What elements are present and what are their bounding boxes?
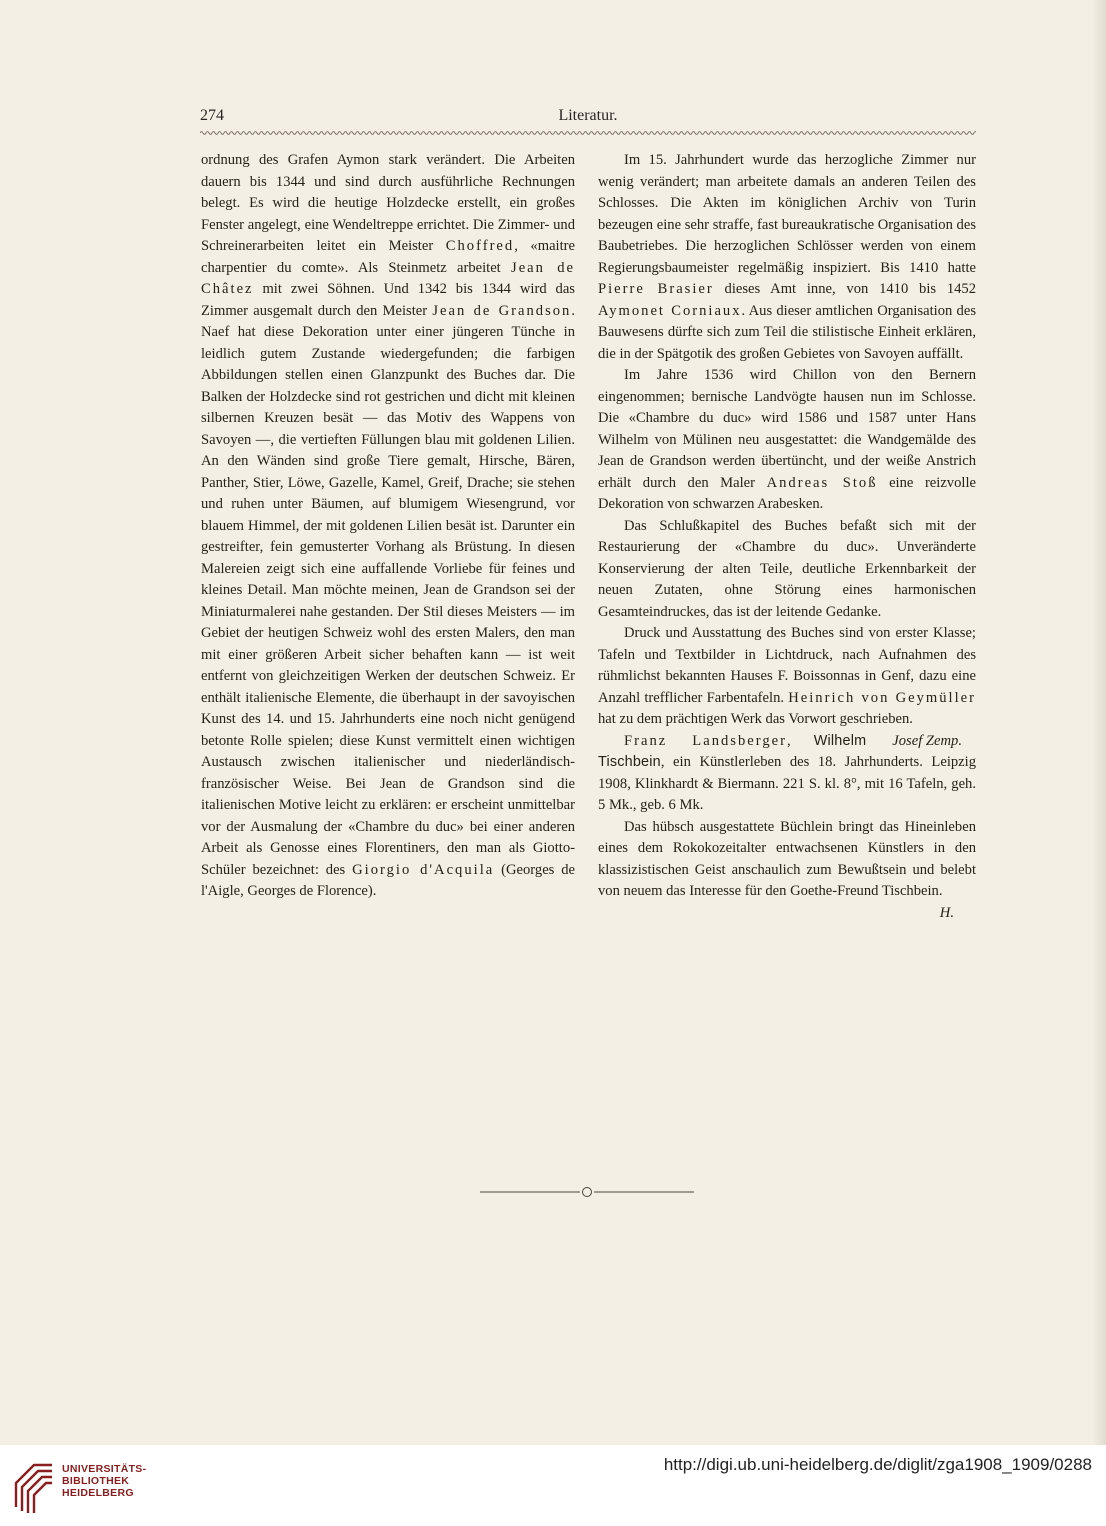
spaced-name: Choffred	[445, 238, 515, 254]
ub-heidelberg-logo-icon	[12, 1457, 56, 1515]
left-column	[201, 150, 575, 903]
institution-name: UNIVERSITÄTS- BIBLIOTHEK HEIDELBERG	[62, 1463, 147, 1499]
paragraph-printing: Druck und Ausstattung des Buches sind von erster Klasse; Tafeln und Textbilder in Lichtdruck, nach Aufnahmen des rühmlichst bekannten Hauses F. Boissonnas in Genf, dazu eine Anzahl trefflicher Farbentafeln. Heinrich von Geymüller hat zu dem prächtigen Werk das Vorwort geschrieben. Josef Zemp.	[598, 623, 976, 731]
paragraph-tischbein: Das hübsch ausgestattete Büchlein bringt das Hineinleben eines dem Rokokozeitalter entwachsenen Künstlers in den klassizistischen Geist anschaulich zum Bewußtsein und belebt von neuem das Interesse für den Goethe-Freund Tischbein.	[598, 818, 976, 899]
signature-h: H.	[939, 904, 954, 921]
paragraph-review-header: Franz Landsberger, Wilhelm Tischbein, ein Künstlerleben des 18. Jahrhunderts. Leipzig 1908, Klinkhardt & Biermann. 221 S. kl. 8°, mit 16 Tafeln, geh. 5 Mk., geb. 6 Mk.	[598, 732, 976, 813]
section-title: Literatur.	[558, 107, 618, 124]
book-title: Wilhelm Tischbein	[598, 732, 867, 770]
spaced-name: Jean de Châtez	[201, 259, 575, 297]
running-head	[200, 107, 976, 129]
wavy-rule-ornament	[200, 129, 976, 137]
spaced-name: Jean de Grandson	[432, 302, 572, 319]
spaced-name: Andreas Stoß	[766, 474, 878, 491]
paragraph-restoration: Das Schlußkapitel des Buches befaßt sich mit der Restaurierung der «Chambre du duc». Unveränderte Konservierung der alten Teile, deutliche Erkennbarkeit der neuen Zutaten, ohne Störung eines harmonischen Gesamteindruckes, das ist der leitende Gedanke.	[598, 517, 976, 620]
center-circle-ornament	[480, 1185, 694, 1199]
signature-zemp: Josef Zemp.	[892, 732, 962, 749]
author-name: Franz Landsberger	[624, 732, 787, 749]
paragraph-15th-century: Im 15. Jahrhundert wurde das herzogliche Zimmer nur wenig verändert; man arbeitete damals an anderen Teilen des Schlosses. Die Akten im königlichen Archiv von Turin bezeugen eine sehr straffe, fast bureaukratische Organisation des Baubetriebes. Die herzoglichen Schlösser werden von einem Regierungsbaumeister regelmäßig inspiziert. Bis 1410 hatte Pierre Brasier dieses Amt inne, von 1410 bis 1452 Aymonet Corniaux. Aus dieser amtlichen Organisation des Bauwesens dürfte sich zum Teil die stilistische Einheit erklären, die in der Spätgotik des großen Gebietes von Savoyen auffällt.	[598, 152, 977, 362]
spaced-name: Giorgio d'Acquila	[352, 861, 495, 878]
spaced-name: Aymonet Corniaux	[598, 302, 742, 319]
paragraph-bernese-period: Im Jahre 1536 wird Chillon von den Bernern eingenommen; bernische Landvögte hausen nun im Schlosse. Die «Chambre du duc» wird 1586 und 1587 unter Hans Wilhelm von Mülinen neu ausgestattet: die Wandgemälde des Jean de Grandson werden übertüncht, und der weiße Anstrich erhält durch den Maler Andreas Stoß eine reizvolle Dekoration von schwarzen Arabesken.	[598, 367, 976, 512]
right-column	[598, 150, 976, 924]
left-paragraph: ordnung des Grafen Aymon stark verändert. Die Arbeiten dauern bis 1344 und sind durch ausführliche Rechnungen belegt. Es wird die heutige Holzdecke erstellt, ein großes Fenster angelegt, eine Wendeltreppe errichtet. Die Zimmer- und Schreinerarbeiten leitet ein Meister Choffred, «maitre charpentier du comte». Als Steinmetz arbeitet Jean de Châtez mit zwei Söhnen. Und 1342 bis 1344 wird das Zimmer ausgemalt durch den Meister Jean de Grandson. Naef hat diese Dekoration unter einer jüngeren Tünche in leidlich gutem Zustande wiedergefunden; die farbigen Abbildungen stellen einen Glanzpunkt des Buches dar. Die Balken der Holzdecke sind rot gestrichen und dicht mit kleinen silbernen Kreuzen besät — das Motiv des Wappens von Savoyen —, die vertieften Füllungen blau mit goldenen Lilien. An den Wänden sind große Tiere gemalt, Hirsche, Bären, Panther, Stier, Löwe, Gazelle, Kamel, Greif, Drache; sie stehen und ruhen unter Bäumen, auf blumigem Wiesengrund, vor blauem Himmel, der mit goldenen Lilien besät ist. Darunter ein gestreifter, fein gemusterter Vorhang als Brüstung. In diesen Malereien zeigt sich eine auffallende Vorliebe für feines und kleines Detail. Man möchte meinen, Jean de Grandson sei der Miniaturmalerei nahe gestanden. Der Stil dieses Meisters — im Gebiet der heutigen Schweiz wohl des ersten Malers, den man mit einer größeren Arbeit sicher behaften kann — ist weit entfernt von gleichzeitigen Werken der deutschen Schweiz. Er enthält italienische Elemente, die überhaupt in der savoyischen Kunst des 14. und 15. Jahrhunderts eine noch nicht genügend betonte Rolle spielen; diese Kunst vermittelt einen wichtigen Austausch zwischen italienischer und niederländisch-französischer Weise. Bei Jean de Grandson sind die italienischen Motive leicht zu erklären: er erscheint unmittelbar vor der Ausmalung der «Chambre du duc» bei einer anderen Arbeit als Genosse eines Florentiners, den man als Giotto-Schüler bezeichnet: des Giorgio d'Acquila (Georges de l'Aigle, Georges de Florence).	[201, 152, 576, 899]
page-number: 274	[200, 107, 224, 124]
permalink-url[interactable]: http://digi.ub.uni-heidelberg.de/diglit/zga1908_1909/0288	[663, 1455, 1092, 1474]
spaced-name: Pierre Brasier	[598, 281, 714, 297]
page-edge-shadow	[1092, 0, 1106, 1445]
footer-bar	[0, 1445, 1106, 1526]
spaced-name: Heinrich von Geymüller	[788, 689, 976, 706]
